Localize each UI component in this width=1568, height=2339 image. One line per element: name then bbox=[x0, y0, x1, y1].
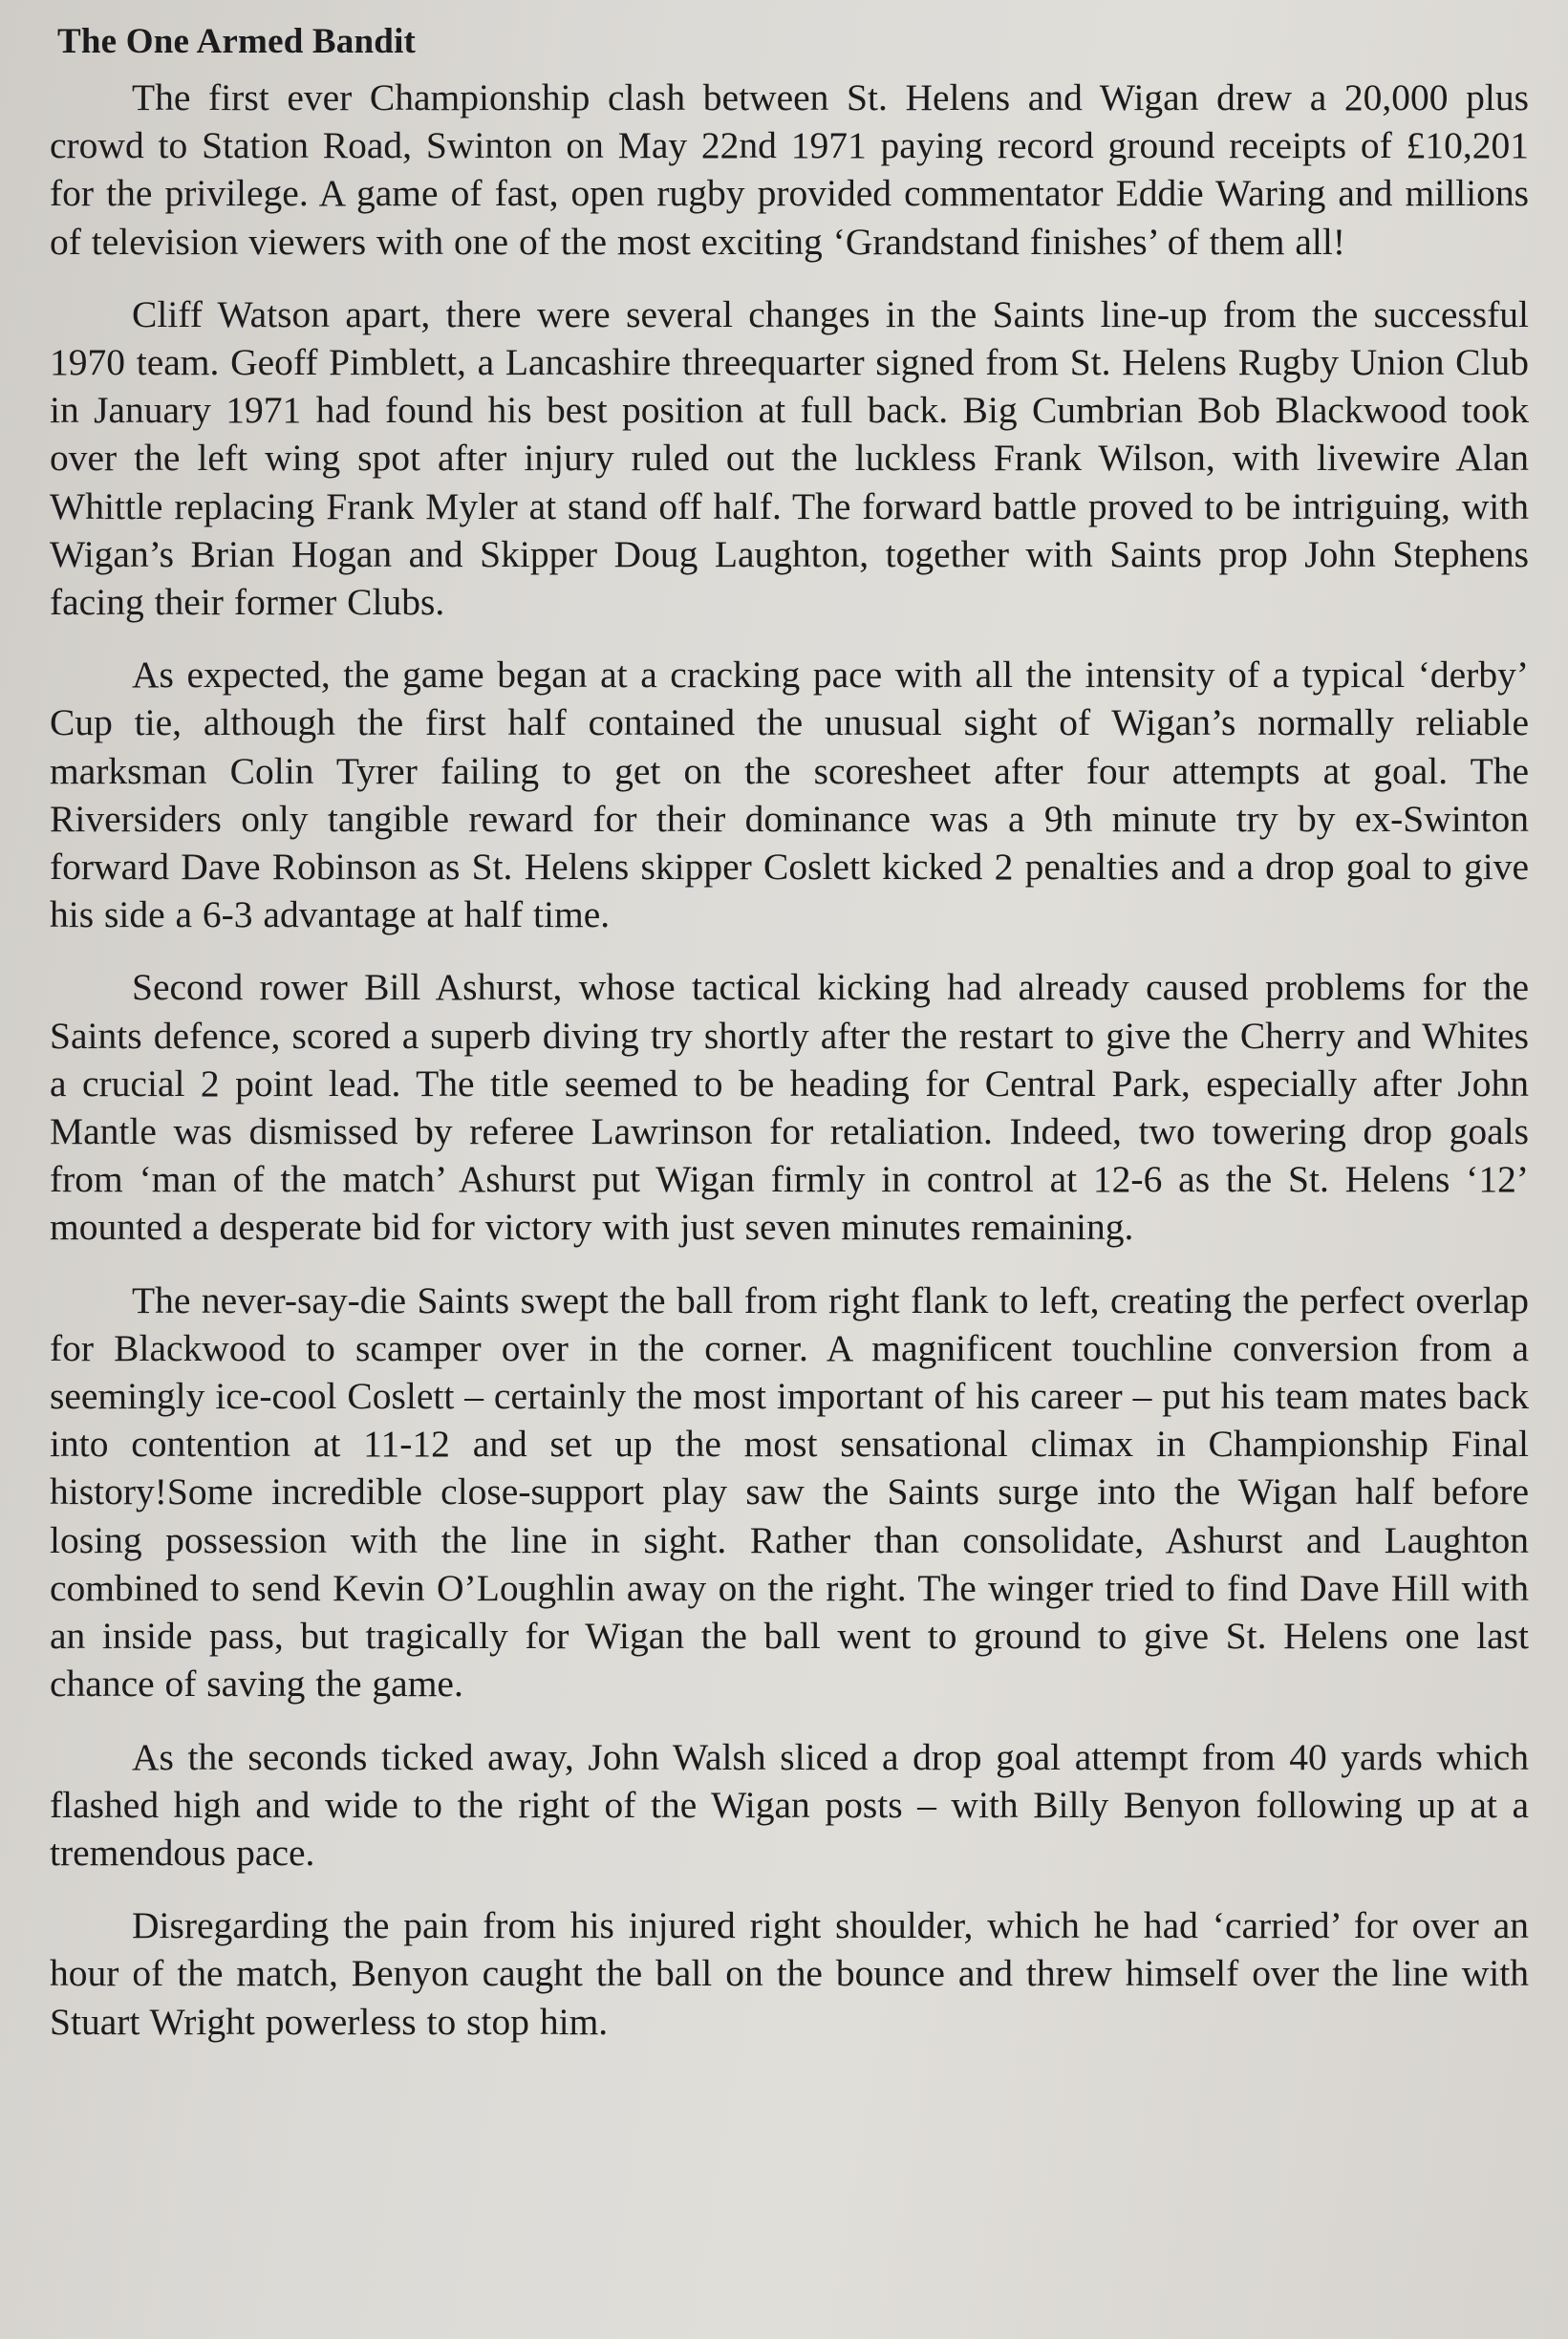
paragraph-3: As expected, the game began at a cracking pace with all the intensity of a typical ‘derby’ Cup tie, although the first half contained the unusual sight of Wigan’s normally reliable marksman Colin Tyrer failing to get on the scoresheet after four attempts at goal. The Riversiders only tangible reward for their dominance was a 9th minute try by ex-Swinton forward Dave Robinson as St. Helens skipper Coslett kicked 2 penalties and a drop goal to give his side a 6-3 advantage at half time. bbox=[50, 654, 1529, 936]
paragraph-7: Disregarding the pain from his injured right shoulder, which he had ‘carried’ for over an hour of the match, Benyon caught the ball on the bounce and threw himself over the line with Stuart Wright powerless to stop him. bbox=[50, 1904, 1529, 2043]
paragraph-1: The first ever Championship clash between St. Helens and Wigan drew a 20,000 plus crowd to Station Road, Swinton on May 22nd 1971 paying record ground receipts of £10,201 for the privilege. A game of fast, open rugby provided commentator Eddie Waring and millions of television viewers with one of the most exciting ‘Grandstand finishes’ of them all! bbox=[50, 76, 1529, 263]
paragraph-4: Second rower Bill Ashurst, whose tactical kicking had already caused problems for the Saints defence, scored a superb diving try shortly after the restart to give the Cherry and Whites a crucial 2 point lead. The title seemed to be heading for Central Park, especially after John Mantle was dismissed by referee Lawrinson for retaliation. Indeed, two towering drop goals from ‘man of the match’ Ashurst put Wigan firmly in control at 12-6 as the St. Helens ‘12’ mounted a desperate bid for victory with just seven minutes remaining. bbox=[50, 966, 1529, 1249]
article-heading: The One Armed Bandit bbox=[57, 22, 417, 61]
paragraph-2: Cliff Watson apart, there were several changes in the Saints line-up from the successful 1970 team. Geoff Pimblett, a Lancashire threequarter signed from St. Helens Rugby Union Club in January 1971 had found his best position at full back. Big Cumbrian Bob Blackwood took over the left wing spot after injury ruled out the luckless Frank Wilson, with livewire Alan Whittle replacing Frank Myler at stand off half. The forward battle proved to be intriguing, with Wigan’s Brian Hogan and Skipper Doug Laughton, together with Saints prop John Stephens facing their former Clubs. bbox=[50, 292, 1529, 624]
paragraph-5: The never-say-die Saints swept the ball from right flank to left, creating the perfect overlap for Blackwood to scamper over in the corner. A magnificent touchline conversion from a seemingly ice-cool Coslett – certainly the most important of his career – put his team mates back into contention at 11-12 and set up the most sensational climax in Championship Final history!Some incredible close-support play saw the Saints surge into the Wigan half before losing possession with the line in sight. Rather than consolidate, Ashurst and Laughton combined to send Kevin O’Loughlin away on the right. The winger tried to find Dave Hill with an inside pass, but tragically for Wigan the ball went to ground to give St. Helens one last chance of saving the game. bbox=[50, 1278, 1529, 1706]
article bbox=[50, 21, 1529, 2046]
paragraph-6: As the seconds ticked away, John Walsh sliced a drop goal attempt from 40 yards which flashed high and wide to the right of the Wigan posts – with Billy Benyon following up at a tremendous pace. bbox=[50, 1735, 1529, 1874]
